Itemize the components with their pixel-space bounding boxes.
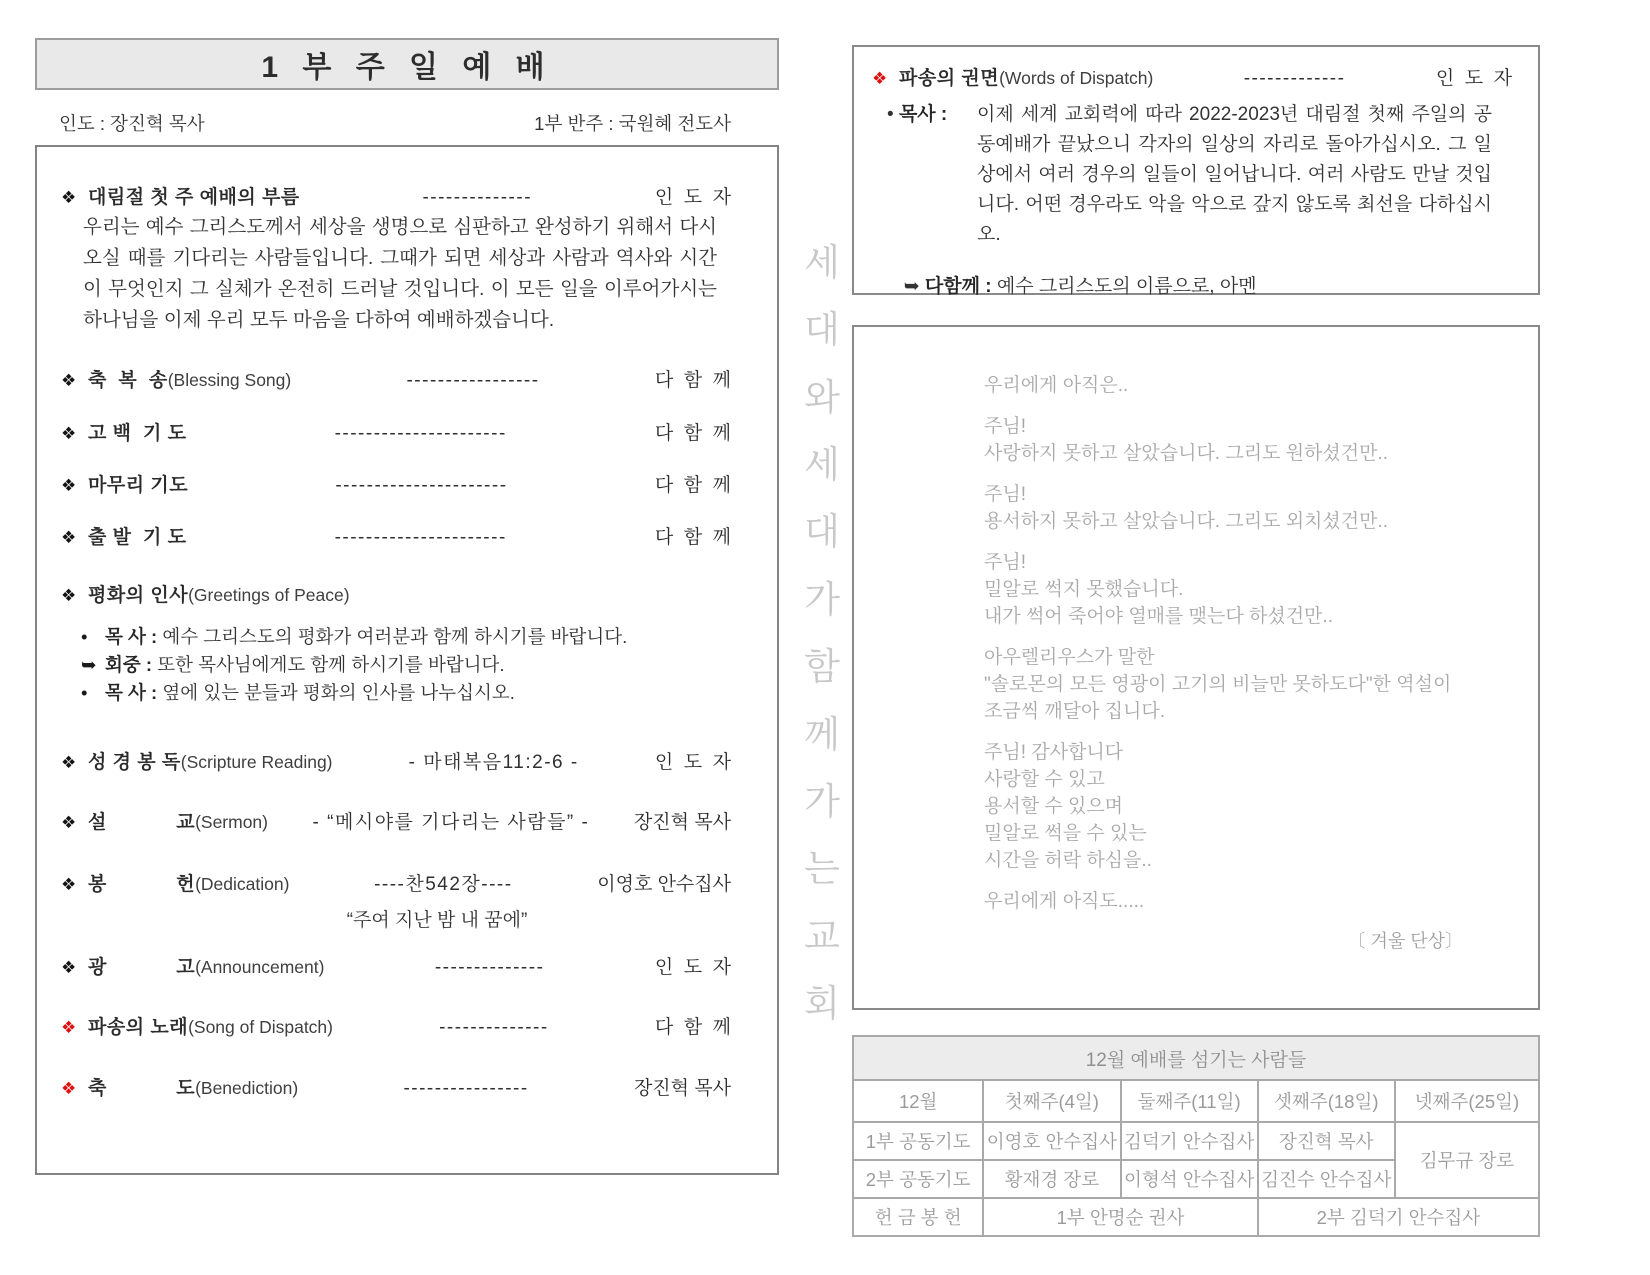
item-label-en: (Announcement)	[195, 957, 325, 977]
worship-item-closing-prayer	[61, 470, 731, 496]
dispatch-all-text: 예수 그리스도의 이름으로, 아멘	[996, 276, 1257, 297]
december-servers-table	[852, 1035, 1540, 1237]
table-header-cell: 첫째주(4일)	[983, 1080, 1120, 1122]
table-title-row	[853, 1036, 1539, 1080]
speaker-label: 회중 :	[105, 654, 153, 675]
item-label-en: (Blessing Song)	[167, 370, 292, 390]
worship-item-blessing-song	[61, 365, 731, 391]
reply-arrow-icon: ➥	[81, 654, 97, 675]
item-dashes: -------------	[1243, 68, 1346, 89]
item-dashes: ----------------	[403, 1078, 529, 1099]
item-label-en: (Sermon)	[195, 812, 268, 832]
table-cell: 이형석 안수집사	[1121, 1160, 1258, 1198]
diamond-icon: ❖	[61, 958, 77, 977]
vertical-slogan	[799, 232, 845, 1027]
item-label: 대림절 첫 주 예배의 부름	[88, 187, 300, 208]
item-label: 설 교	[88, 812, 196, 833]
table-row	[853, 1122, 1539, 1160]
item-label: 파송의 노래	[88, 1017, 189, 1038]
item-who: 인 도 자	[654, 187, 731, 208]
worship-item-greetings-of-peace	[61, 580, 731, 606]
slogan-char: 함	[804, 646, 840, 688]
slogan-char: 가	[804, 578, 840, 620]
poem-line: "솔로몬의 모든 영광이 고기의 비늘만 못하도다"한 역설이	[984, 674, 1452, 695]
diamond-icon-red: ❖	[61, 1018, 77, 1037]
speaker-label: 다함께 :	[924, 276, 997, 297]
worship-item-benediction	[61, 1073, 731, 1099]
item-dashes: ----------------------	[334, 423, 507, 444]
poem-line: 밀알로 썩지 못했습니다.	[984, 579, 1184, 600]
table-cell: 2부 공동기도	[853, 1160, 983, 1198]
poem-line: 사랑할 수 있고	[984, 769, 1105, 790]
slogan-char: 께	[804, 713, 840, 755]
table-header-cell: 넷째주(25일)	[1395, 1080, 1539, 1122]
worship-item-song-of-dispatch	[61, 1012, 731, 1038]
diamond-icon: ❖	[61, 875, 77, 894]
worship-item-departure-prayer	[61, 522, 731, 548]
item-who: 인 도 자	[1435, 68, 1512, 89]
item-label: 광 고	[88, 957, 196, 978]
worship-item-dedication	[61, 869, 731, 895]
item-dashes: --------------	[439, 1017, 549, 1038]
dispatch-all-response	[872, 249, 1257, 320]
table-cell: 이영호 안수집사	[983, 1122, 1120, 1160]
slogan-char: 는	[804, 848, 840, 890]
worship-item-sermon	[61, 807, 731, 833]
slogan-char: 가	[804, 780, 840, 822]
item-label: 봉 헌	[88, 874, 196, 895]
table-cell: 김진수 안수집사	[1258, 1160, 1395, 1198]
hymn-number: ----찬542장----	[374, 874, 513, 895]
diamond-icon: ❖	[61, 371, 77, 390]
page-title: 1 부 주 일 예 배	[261, 51, 553, 84]
bullet-icon: •	[81, 626, 88, 647]
dispatch-pastor-text: 이제 세계 교회력에 따라 2022-2023년 대림절 첫째 주일의 공동예배가 끝났으니 각자의 일상의 자리로 돌아가십시오. 그 일상에서 여러 경우의 일들이 일어납니다. 여러 사람도 만날 것입니다. 어떤 경우라도 악을 악으로 갚지 않도록 최선을 다하십시오.	[977, 104, 1492, 245]
item-label: 고 백 기 도	[88, 423, 187, 444]
speaker-label: 목 사 :	[105, 626, 158, 647]
service-leader: 인도 : 장진혁 목사	[59, 113, 205, 134]
worship-item-scripture-reading	[61, 747, 731, 773]
item-label-en: (Dedication)	[195, 874, 290, 894]
table-header-cell: 둘째주(11일)	[1121, 1080, 1258, 1122]
poem-line: 밀알로 썩을 수 있는	[984, 823, 1147, 844]
item-who: 인 도 자	[654, 752, 731, 773]
slogan-char: 세	[804, 444, 840, 486]
bullet-icon: •	[81, 682, 88, 703]
bullet-icon: •	[887, 104, 894, 125]
worship-item-announcement	[61, 952, 731, 978]
item-dashes: ----------------------	[334, 527, 507, 548]
item-label: 마무리 기도	[88, 475, 189, 496]
service-accompanist: 1부 반주 : 국원혜 전도사	[534, 113, 731, 134]
slogan-char: 교	[804, 915, 840, 957]
poem-line: 주님!	[984, 484, 1026, 505]
sermon-title: - “메시야를 기다리는 사람들” -	[312, 812, 590, 833]
item-who: 이영호 안수집사	[597, 874, 731, 895]
diamond-icon: ❖	[61, 753, 77, 772]
words-of-dispatch-box	[852, 45, 1540, 295]
item-who: 다 함 께	[654, 475, 731, 496]
speaker-label: 목 사 :	[105, 682, 158, 703]
item-label-en: (Benediction)	[195, 1078, 299, 1098]
dispatch-pastor-paragraph	[887, 100, 1492, 250]
slogan-char: 대	[804, 309, 840, 351]
poem-line: 사랑하지 못하고 살았습니다. 그리도 원하셨건만..	[984, 443, 1389, 464]
december-servers-table-box	[852, 1035, 1540, 1237]
item-dashes: --------------	[422, 187, 533, 208]
item-label: 출 발 기 도	[88, 527, 187, 548]
item-who: 다 함 께	[654, 1017, 731, 1038]
poem-line: 용서하지 못하고 살았습니다. 그리도 외치셨건만..	[984, 511, 1389, 532]
poem-line: 주님! 감사합니다	[984, 742, 1124, 763]
item-who: 장진혁 목사	[633, 1078, 731, 1099]
diamond-icon: ❖	[61, 476, 77, 495]
item-dashes: --------------	[434, 957, 545, 978]
slogan-char: 대	[804, 511, 840, 553]
poem-line: 주님!	[984, 416, 1026, 437]
diamond-icon: ❖	[61, 813, 77, 832]
dialogue-text: 옆에 있는 분들과 평화의 인사를 나누십시오.	[162, 682, 515, 703]
call-to-worship-text: 우리는 예수 그리스도께서 세상을 생명으로 심판하고 완성하기 위해서 다시 오실 때를 기다리는 사람들입니다. 그때가 되면 세상과 사람과 역사와 시간이 무엇인지 그 실체가 온전히 드러날 것입니다. 이 모든 일을 이루어가시는 하나님을 이제 우리 모두 마음을 다하여 예배하겠습니다.	[83, 216, 717, 331]
item-who: 다 함 께	[654, 527, 731, 548]
byline	[35, 110, 779, 136]
slogan-char: 회	[804, 982, 840, 1024]
table-cell-merged: 김무규 장로	[1395, 1122, 1539, 1198]
dialogue-line	[81, 679, 731, 707]
poem-line: 조금씩 깨달아 집니다.	[984, 701, 1166, 722]
slogan-char: 와	[804, 376, 840, 418]
speaker-lead	[887, 100, 953, 130]
poem-line: 우리에게 아직은..	[984, 375, 1129, 396]
item-label: 파송의 권면	[899, 68, 1000, 89]
table-header-row	[853, 1080, 1539, 1122]
diamond-icon: ❖	[61, 424, 77, 443]
table-row	[853, 1198, 1539, 1236]
item-label-en: (Greetings of Peace)	[188, 585, 350, 605]
dialogue-text: 예수 그리스도의 평화가 여러분과 함께 하시기를 바랍니다.	[162, 626, 628, 647]
item-who: 인 도 자	[654, 957, 731, 978]
item-label: 축 복 송	[88, 370, 168, 391]
poem-line: 아우렐리우스가 말한	[984, 647, 1155, 668]
item-label: 축 도	[88, 1078, 196, 1099]
item-who: 다 함 께	[654, 423, 731, 444]
table-cell: 김덕기 안수집사	[1121, 1122, 1258, 1160]
table-cell: 장진혁 목사	[1258, 1122, 1395, 1160]
table-title: 12월 예배를 섬기는 사람들	[853, 1036, 1539, 1080]
item-label: 성 경 봉 독	[88, 752, 181, 773]
item-who: 장진혁 목사	[633, 812, 731, 833]
dialogue-line	[81, 651, 731, 679]
table-cell: 황재경 장로	[983, 1160, 1120, 1198]
order-of-worship-box	[35, 145, 779, 1175]
poem-line: 주님!	[984, 552, 1026, 573]
item-dashes: ----------------------	[335, 475, 508, 496]
dispatch-heading-row	[872, 63, 1512, 89]
worship-item-call	[61, 182, 731, 208]
meditation-poem-box	[852, 325, 1540, 1010]
speaker-label: 목사 :	[898, 104, 953, 125]
poem-line: 우리에게 아직도.....	[984, 891, 1145, 912]
item-label-en: (Scripture Reading)	[180, 752, 333, 772]
item-label-en: (Song of Dispatch)	[188, 1017, 333, 1037]
peace-dialogue	[81, 623, 731, 707]
diamond-icon: ❖	[61, 586, 77, 605]
poem-attribution: 〔 겨울 단상〕	[1347, 931, 1463, 951]
dialogue-text: 또한 목사님에게도 함께 하시기를 바랍니다.	[157, 654, 505, 675]
poem-line: 내가 썩어 죽어야 열매를 맺는다 하셨건만..	[984, 606, 1333, 627]
dialogue-line	[81, 623, 731, 651]
table-header-cell: 12월	[853, 1080, 983, 1122]
poem-line: 용서할 수 있으며	[984, 796, 1124, 817]
worship-item-confession-prayer	[61, 418, 731, 444]
slogan-char: 세	[804, 242, 840, 283]
reply-arrow-icon: ➥	[903, 276, 920, 297]
diamond-icon-red: ❖	[61, 1079, 77, 1098]
diamond-icon: ❖	[61, 188, 77, 207]
scripture-reference: - 마태복음11:2-6 -	[408, 752, 579, 773]
poem-line: 시간을 허락 하심을..	[984, 850, 1152, 871]
table-header-cell: 셋째주(18일)	[1258, 1080, 1395, 1122]
item-label: 평화의 인사	[88, 585, 189, 606]
table-cell: 헌 금 봉 헌	[853, 1198, 983, 1236]
dedication-hymn-title: “주여 지난 밤 내 꿈에”	[346, 910, 528, 931]
table-cell-merged: 2부 김덕기 안수집사	[1258, 1198, 1539, 1236]
diamond-icon: ❖	[61, 528, 77, 547]
service-title-box	[35, 38, 779, 90]
table-cell-merged: 1부 안명순 권사	[983, 1198, 1257, 1236]
diamond-icon-red: ❖	[872, 69, 888, 88]
item-label-en: (Words of Dispatch)	[999, 68, 1154, 88]
item-dashes: -----------------	[406, 370, 540, 391]
item-who: 다 함 께	[654, 370, 731, 391]
table-cell: 1부 공동기도	[853, 1122, 983, 1160]
